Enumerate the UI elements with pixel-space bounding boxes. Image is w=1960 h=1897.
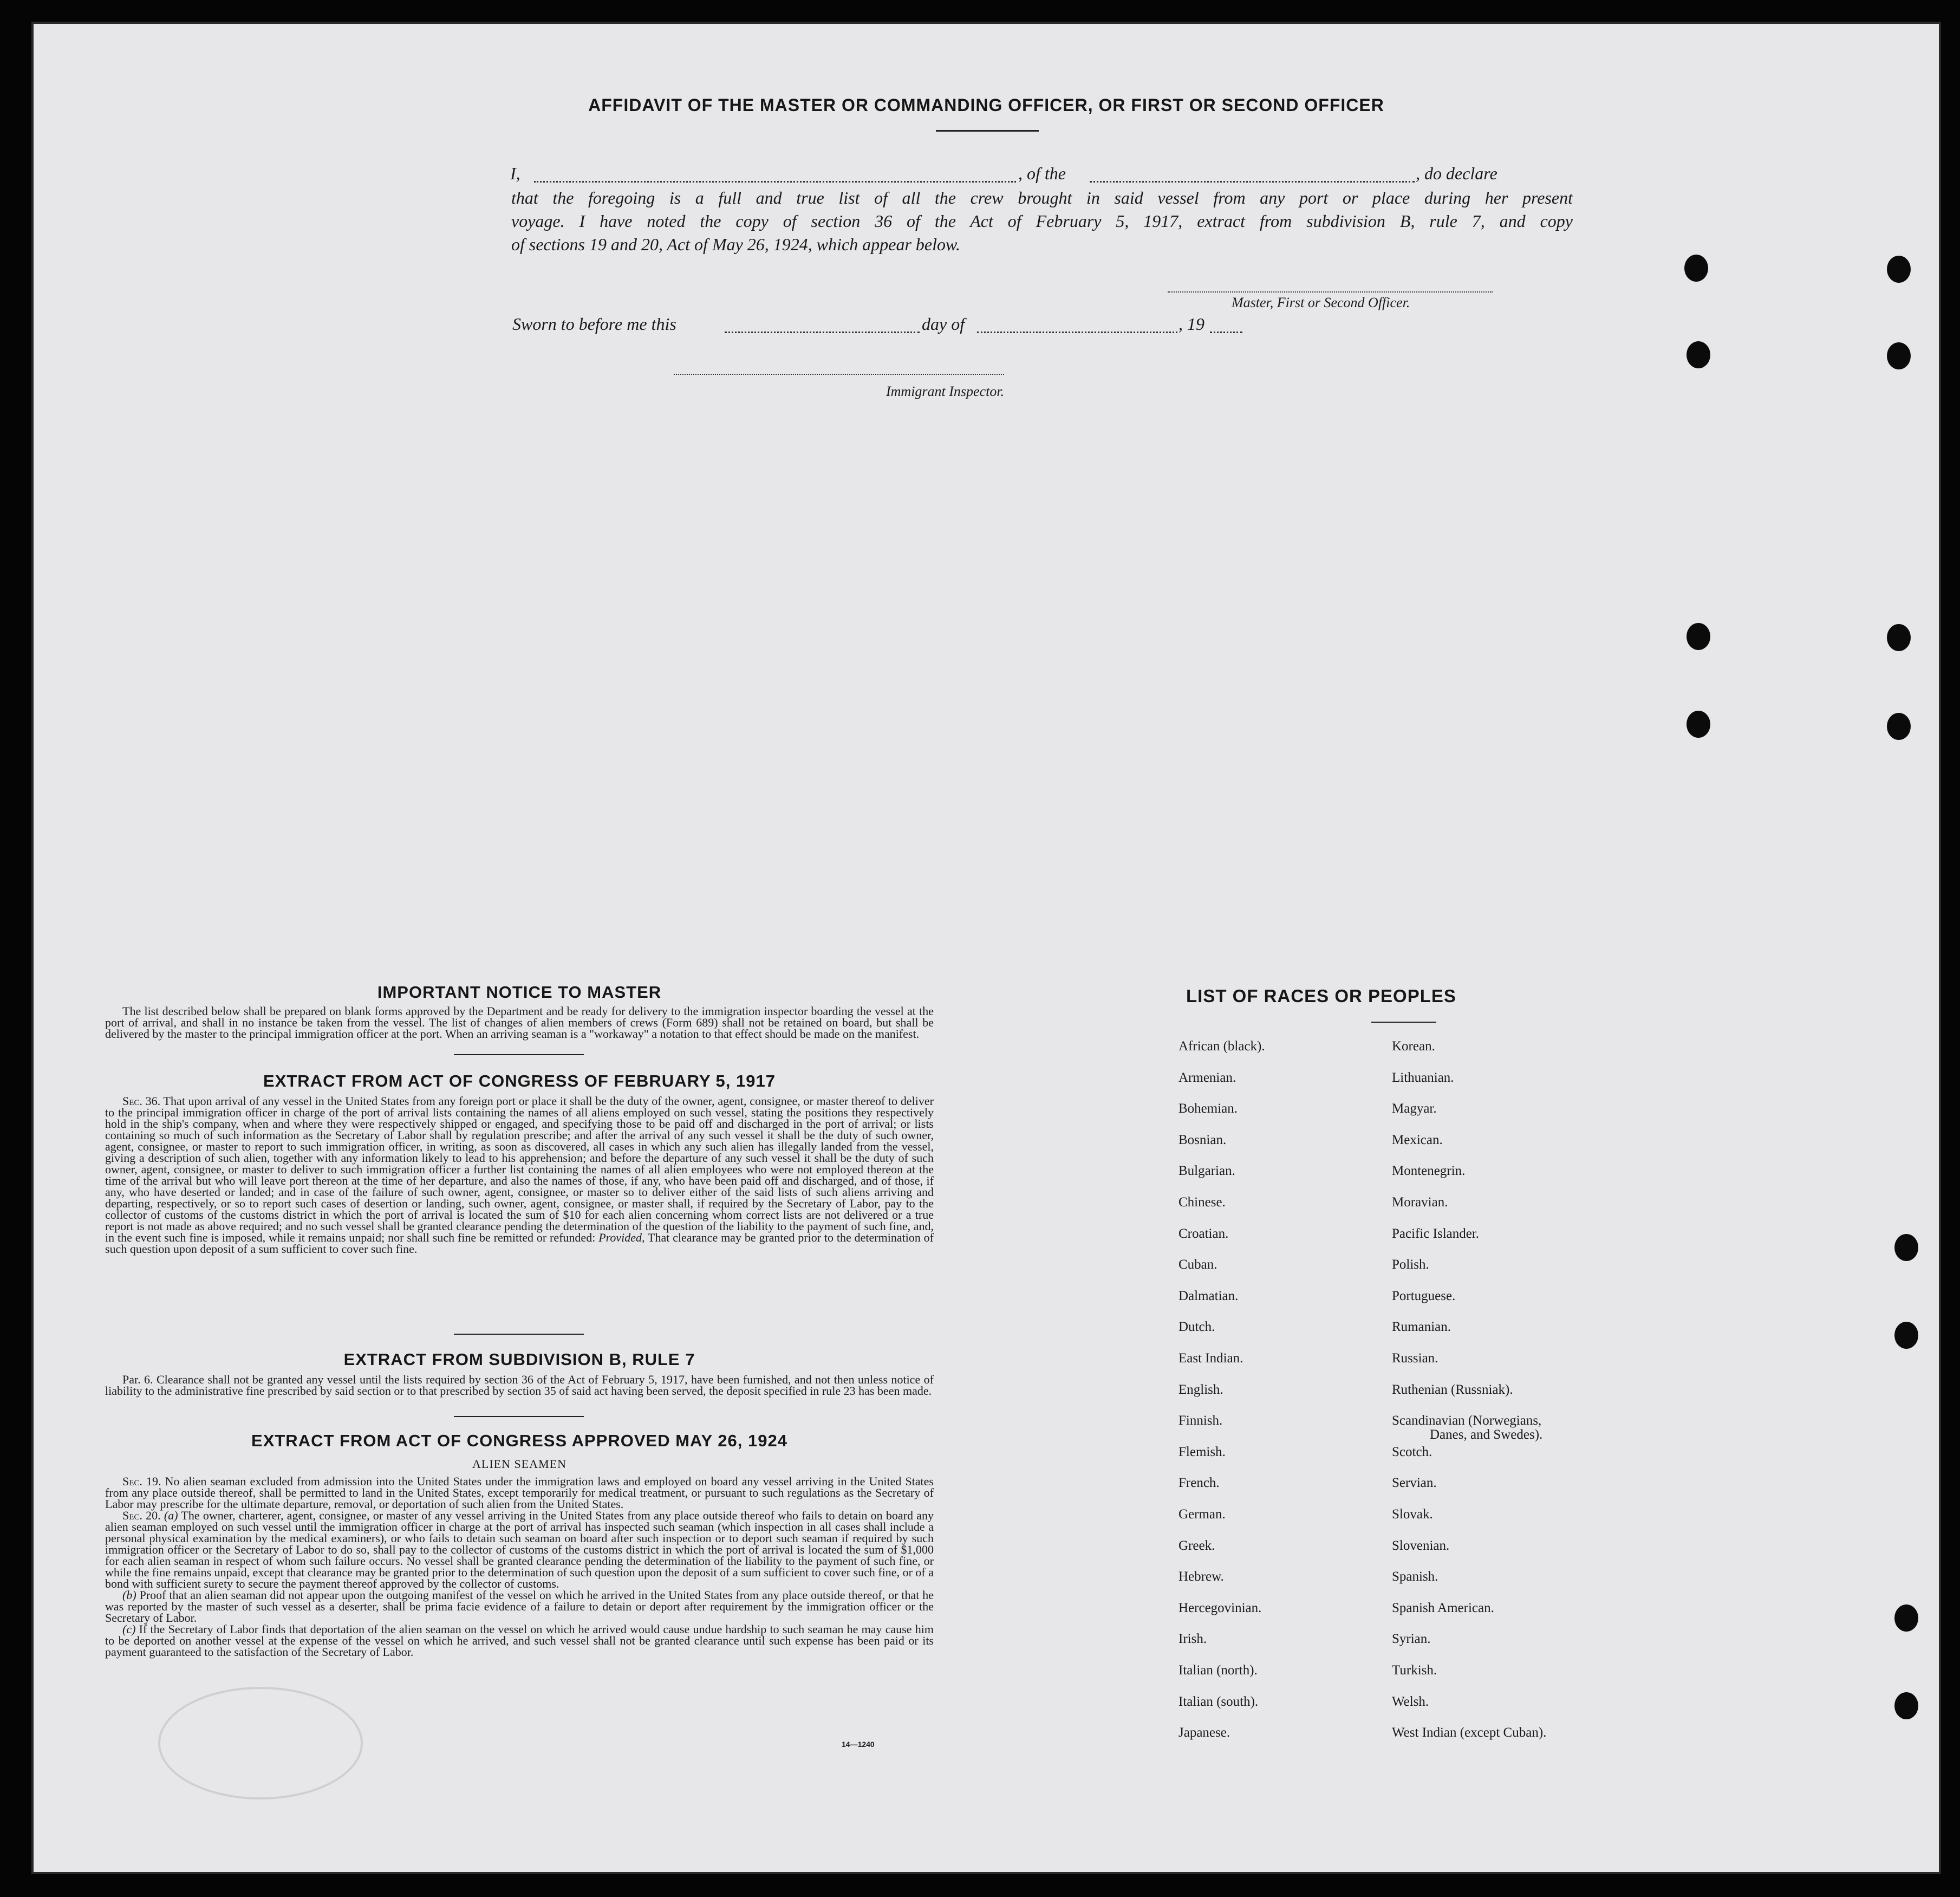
race-item: Italian (north). — [1178, 1663, 1258, 1678]
sworn-day-field[interactable] — [725, 332, 920, 333]
races-title: LIST OF RACES OR PEOPLES — [1186, 986, 1456, 1006]
punch-hole — [1686, 711, 1710, 738]
punch-hole — [1894, 1604, 1918, 1632]
race-item: Syrian. — [1392, 1632, 1431, 1647]
race-item: Rumanian. — [1392, 1320, 1451, 1335]
race-item: Japanese. — [1178, 1725, 1230, 1740]
inspector-signature-line[interactable] — [674, 374, 1004, 375]
race-item: Lithuanian. — [1392, 1070, 1454, 1085]
subdivision-b-body — [105, 1374, 934, 1396]
notice-body — [105, 1005, 934, 1040]
form-number: 14—1240 — [842, 1740, 875, 1749]
section-label: Sec. 20. — [122, 1509, 161, 1522]
notice-title: IMPORTANT NOTICE TO MASTER — [377, 983, 662, 1002]
section-20b-text: Proof that an alien seaman did not appear upon the outgoing manifest of the vessel on which he arrived in the United States from any place outside thereof, or that he was reported by the master of such vessel as a deserter, shall be prima facie evidence of a failure to detain or deport after requirement by the immigration officer or the Secretary of Labor. — [105, 1588, 934, 1625]
declarant-name-field[interactable] — [534, 181, 1016, 183]
race-item: Slovenian. — [1392, 1538, 1450, 1553]
race-item: Dutch. — [1178, 1320, 1215, 1335]
race-item: African (black). — [1178, 1039, 1265, 1054]
inspector-label: Immigrant Inspector. — [886, 384, 1005, 399]
punch-hole — [1684, 255, 1708, 282]
day-of-label: day of — [922, 314, 965, 334]
race-item: Spanish American. — [1392, 1600, 1494, 1615]
subsection-label: (b) — [122, 1588, 136, 1602]
affidavit-line: voyage. I have noted the copy of section 36 of the Act of February 5, 1917, extract from subdivision B, rule 7, and copy — [511, 211, 1573, 231]
race-item: Bulgarian. — [1178, 1164, 1235, 1179]
race-item: Bohemian. — [1178, 1101, 1238, 1116]
race-item: Greek. — [1178, 1538, 1215, 1553]
race-item: Turkish. — [1392, 1663, 1437, 1678]
race-item: Montenegrin. — [1392, 1164, 1466, 1179]
race-item: Scandinavian (Norwegians, — [1392, 1413, 1542, 1428]
of-the-label: , of the — [1018, 164, 1066, 183]
race-item: Pacific Islander. — [1392, 1226, 1480, 1241]
section-divider — [454, 1054, 584, 1055]
alien-seamen-subtitle: ALIEN SEAMEN — [472, 1457, 566, 1471]
race-item: German. — [1178, 1507, 1226, 1522]
punch-hole — [1686, 341, 1710, 368]
extract-1917-body — [105, 1095, 934, 1255]
race-item: Flemish. — [1178, 1444, 1226, 1459]
extract-1924-title: EXTRACT FROM ACT OF CONGRESS APPROVED MAY 26, 1924 — [251, 1431, 787, 1450]
section-20c-paragraph — [105, 1623, 934, 1658]
race-item: Bosnian. — [1178, 1132, 1227, 1147]
race-item: Moravian. — [1392, 1195, 1448, 1210]
race-item: Korean. — [1392, 1039, 1435, 1054]
subdivision-b-title: EXTRACT FROM SUBDIVISION B, RULE 7 — [343, 1350, 695, 1369]
race-item: Mexican. — [1392, 1132, 1443, 1147]
race-item: Slovak. — [1392, 1507, 1433, 1522]
race-item: West Indian (except Cuban). — [1392, 1725, 1547, 1740]
race-item: Chinese. — [1178, 1195, 1226, 1210]
punch-hole — [1887, 342, 1911, 369]
master-signature-line[interactable] — [1168, 291, 1493, 293]
section-divider — [454, 1416, 584, 1417]
race-item: Irish. — [1178, 1632, 1207, 1647]
race-item: Servian. — [1392, 1476, 1437, 1491]
race-item: Magyar. — [1392, 1101, 1437, 1116]
extract-1917-title: EXTRACT FROM ACT OF CONGRESS OF FEBRUARY 5, 1917 — [263, 1071, 776, 1090]
section-36-end: That clearance may be granted prior to the determination of such question upon deposit of a sum sufficient to cover such fine. — [105, 1231, 934, 1256]
section-36-paragraph — [105, 1095, 934, 1255]
subsection-label: (c) — [122, 1622, 136, 1636]
i-label: I, — [510, 164, 520, 183]
section-divider — [454, 1334, 584, 1335]
race-item: Italian (south). — [1178, 1694, 1259, 1709]
section-20c-text: If the Secretary of Labor finds that deportation of the alien seaman on the vessel on which he arrived would cause undue hardship to such seaman he may cause him to be deported on another vessel at the expense of the vessel on which he arrived, and such vessel shall not be granted clearance until such expense has been paid or its payment guaranteed to the satisfaction of the Secretary of Labor. — [105, 1622, 934, 1659]
vessel-name-field[interactable] — [1090, 181, 1415, 183]
punch-hole — [1894, 1692, 1918, 1719]
punch-hole — [1894, 1322, 1918, 1349]
punch-hole — [1887, 624, 1911, 651]
notice-paragraph: The list described below shall be prepared on blank forms approved by the Department and be ready for delivery to the immigration inspector boarding the vessel at the port of arrival, and shall in no instance be taken from the vessel. The list of changes of alien members of crews (Form 689) shall not be retained on board, but shall be delivered by the master to the principal immigration officer at the port. When an arriving seaman is a "workaway" a notation to that effect should be made on the manifest. — [105, 1004, 934, 1041]
race-item: Armenian. — [1178, 1070, 1236, 1085]
race-item: Spanish. — [1392, 1569, 1438, 1584]
affidavit-statement — [511, 186, 1573, 256]
race-item: Dalmatian. — [1178, 1288, 1239, 1303]
section-20a-text: The owner, charterer, agent, consignee, or master of any vessel arriving in the United States from any place outside thereof who fails to detain on board any alien seaman employed on such vessel until the immigration officer in charge at the port of arrival has inspected such seaman (which inspection in all cases shall include a personal physical examination by the medical examiners), or who fails to detain such seaman on board after such inspection or to deport such seaman if required by such immigration officer or the Secretary of Labor to do so, shall pay to the collector of customs of the customs district in which the port of arrival is located the sum of $1,000 for each alien seaman in respect of whom such failure occurs. No vessel shall be granted clearance pending the determination of the liability to the payment of such fine, or while the fine remains unpaid, except that clearance may be granted prior to the determination of such question upon the deposit of a sum sufficient to cover such fine, or of a bond with sufficient surety to secure the payment thereof approved by the collector of customs. — [105, 1509, 934, 1590]
races-title-divider — [1371, 1022, 1436, 1023]
section-19-text: No alien seaman excluded from admission into the United States under the immigration laws and employed on board any vessel arriving in the United States from any place outside thereof, shall be permitted to land in the United States, except temporarily for medical treatment, or pursuant to such regulations as the Secretary of Labor may prescribe for the ultimate departure, removal, or deportation of such alien from the United States. — [105, 1474, 934, 1511]
do-declare-label: , do declare — [1416, 164, 1497, 183]
affidavit-line: of sections 19 and 20, Act of May 26, 1924, which appear below. — [511, 235, 960, 254]
race-item: Hebrew. — [1178, 1569, 1224, 1584]
punch-hole — [1887, 256, 1911, 283]
race-item: Danes, and Swedes). — [1430, 1427, 1543, 1443]
race-item: Welsh. — [1392, 1694, 1429, 1709]
race-item: Portuguese. — [1392, 1288, 1456, 1303]
document-sheet — [34, 24, 1939, 1872]
subsection-label: (a) — [164, 1509, 178, 1522]
extract-1924-body — [105, 1476, 934, 1658]
sworn-year-field[interactable] — [1210, 332, 1242, 333]
provided-label: Provided, — [598, 1231, 645, 1244]
race-item: Scotch. — [1392, 1444, 1432, 1459]
affidavit-line: that the foregoing is a full and true list of all the crew brought in said vessel from any port or place during her present — [511, 188, 1573, 207]
race-item: East Indian. — [1178, 1351, 1243, 1366]
section-label: Sec. 19. — [122, 1474, 161, 1488]
punch-hole — [1686, 623, 1710, 650]
race-item: Polish. — [1392, 1257, 1429, 1272]
race-item: Ruthenian (Russniak). — [1392, 1382, 1513, 1397]
race-item: Croatian. — [1178, 1226, 1229, 1241]
year-label: , 19 — [1178, 314, 1204, 334]
sworn-month-field[interactable] — [977, 332, 1177, 333]
race-item: English. — [1178, 1382, 1223, 1397]
sworn-label: Sworn to before me this — [512, 314, 676, 334]
section-20b-paragraph — [105, 1589, 934, 1623]
section-20a-paragraph — [105, 1510, 934, 1589]
title-divider — [936, 130, 1039, 132]
master-signature-label: Master, First or Second Officer. — [1232, 295, 1410, 310]
punch-hole — [1894, 1234, 1918, 1261]
punch-hole — [1887, 713, 1911, 740]
section-36-text: That upon arrival of any vessel in the United States from any foreign port or place it shall be the duty of the owner, agent, consignee, or master thereof to deliver to the principal immigration officer in charge of the port of arrival lists containing the names of all aliens employed on such vessel, stating the positions they respectively hold in the ship's company, when and where they were respectively shipped or engaged, and specifying those to be paid off and discharged in the port of arrival; or lists containing so much of such information as the Secretary of Labor shall by regulation prescribe; and after the arrival of any such vessel it shall be the duty of such owner, agent, consignee, or master to report to such immigration officer, in writing, as soon as discovered, all cases in which any such alien has illegally landed from the vessel, giving a description of such alien, together with any information likely to lead to his apprehension; and before the departure of any such vessel it shall be the duty of such owner, agent, consignee, or master to deliver to such immigration officer a further list containing the names of all alien employees who were not employed thereon at the time of the arrival but who will leave port thereon at the time of her departure, and also the names of those, if any, who have been paid off and discharged, and of those, if any, who have deserted or landed; and in case of the failure of such owner, agent, consignee, or master so to deliver either of the said lists of such aliens arriving and departing, respectively, or so to report such cases of desertion or landing, such owner, agent, consignee, or master shall, if required by the Secretary of Labor, pay to the collector of customs of the customs district in which the port of arrival is located the sum of $10 for each alien concerning whom correct lists are not delivered or a true report is not made as above required; and no such vessel shall be granted clearance pending the determination of the question of the liability to the payment of such fine, and, in the event such fine is imposed, while it remains unpaid; nor shall such fine be remitted or refunded: — [105, 1094, 934, 1244]
section-label: Sec. 36. — [122, 1094, 161, 1108]
rule-7-paragraph: Par. 6. Clearance shall not be granted any vessel until the lists required by section 36 of the Act of February 5, 1917, have been furnished, and not then unless notice of liability to the administrative fine prescribed by said section or to that prescribed by section 35 of said act having been served, the deposit specified in rule 23 has been made. — [105, 1373, 934, 1398]
race-item: Hercegovinian. — [1178, 1600, 1262, 1615]
race-item: Russian. — [1392, 1351, 1438, 1366]
race-item: French. — [1178, 1476, 1220, 1491]
faint-seal-stamp — [158, 1687, 363, 1799]
race-item: Cuban. — [1178, 1257, 1217, 1272]
section-19-paragraph — [105, 1476, 934, 1510]
affidavit-title: AFFIDAVIT OF THE MASTER OR COMMANDING OFFICER, OR FIRST OR SECOND OFFICER — [588, 95, 1384, 115]
race-item: Finnish. — [1178, 1413, 1223, 1428]
